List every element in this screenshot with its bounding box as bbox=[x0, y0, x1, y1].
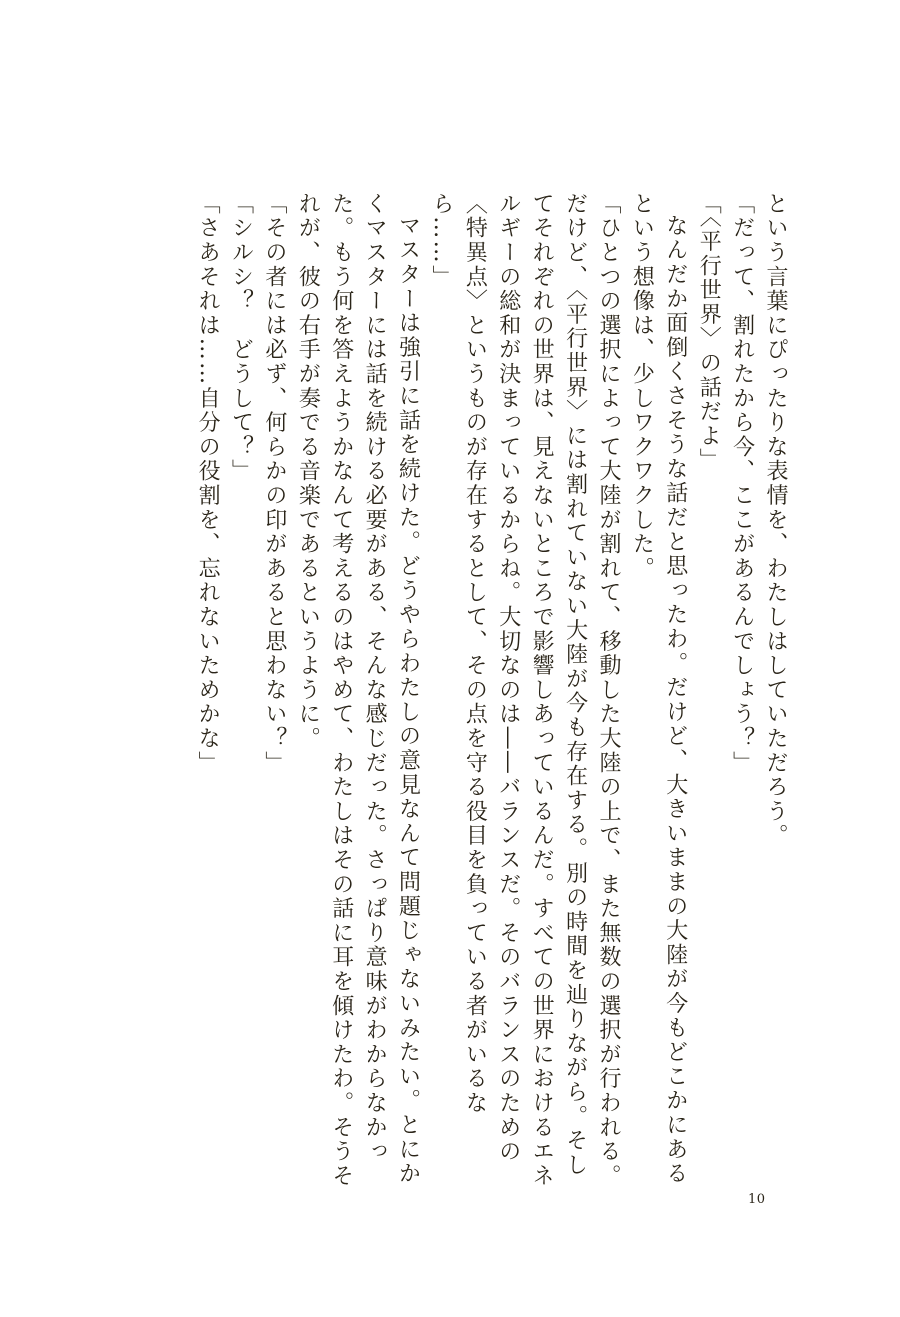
paragraph: マスターは強引に話を続けた。どうやらわたしの意見なんて問題じゃないみたい。とにかくマスターには話を続ける必要がある、そんな感じだった。さっぱり意味がわからなかった。もう何を答えようかなんて考えるのはやめて、わたしはその話に耳を傾けたわ。そうそれが、彼の右手が奏でる音楽であるというように。 bbox=[295, 192, 421, 1189]
vertical-text-body bbox=[102, 192, 792, 1192]
paragraph: 「ひとつの選択によって大陸が割れて、移動した大陸の上で、また無数の選択が行われる。だけど、〈平行世界〉には割れていない大陸が今も存在する。別の時間を辿りながら。そしてそれぞれの世界は、見えないところで影響しあっているんだ。すべての世界におけるエネルギーの総和が決まっているからね。大切なのは――バランスだ。そのバランスのための〈特異点〉というものが存在するとして、その点を守る役目を負っている者がいるなら……」 bbox=[428, 192, 621, 1189]
paragraph: という言葉にぴったりな表情を、わたしはしていただろう。 bbox=[763, 192, 788, 849]
paragraph: なんだか面倒くさそうな話だと思ったわ。だけど、大きいままの大陸が今もどこかにあるという想像は、少しワクワクした。 bbox=[629, 192, 688, 1186]
paragraph: 「さあそれは……自分の役割を、忘れないためかな」 bbox=[195, 192, 221, 776]
paragraph: 「だって、割れたから今、ここがあるんでしょう？」 bbox=[729, 192, 755, 776]
paragraph: 「〈平行世界〉の話だよ」 bbox=[696, 192, 722, 473]
page-number: 10 bbox=[748, 1192, 766, 1207]
paragraph: 「その者には必ず、何らかの印があると思わない？」 bbox=[261, 192, 287, 776]
paragraph: 「シルシ？ どうして？」 bbox=[228, 192, 254, 484]
